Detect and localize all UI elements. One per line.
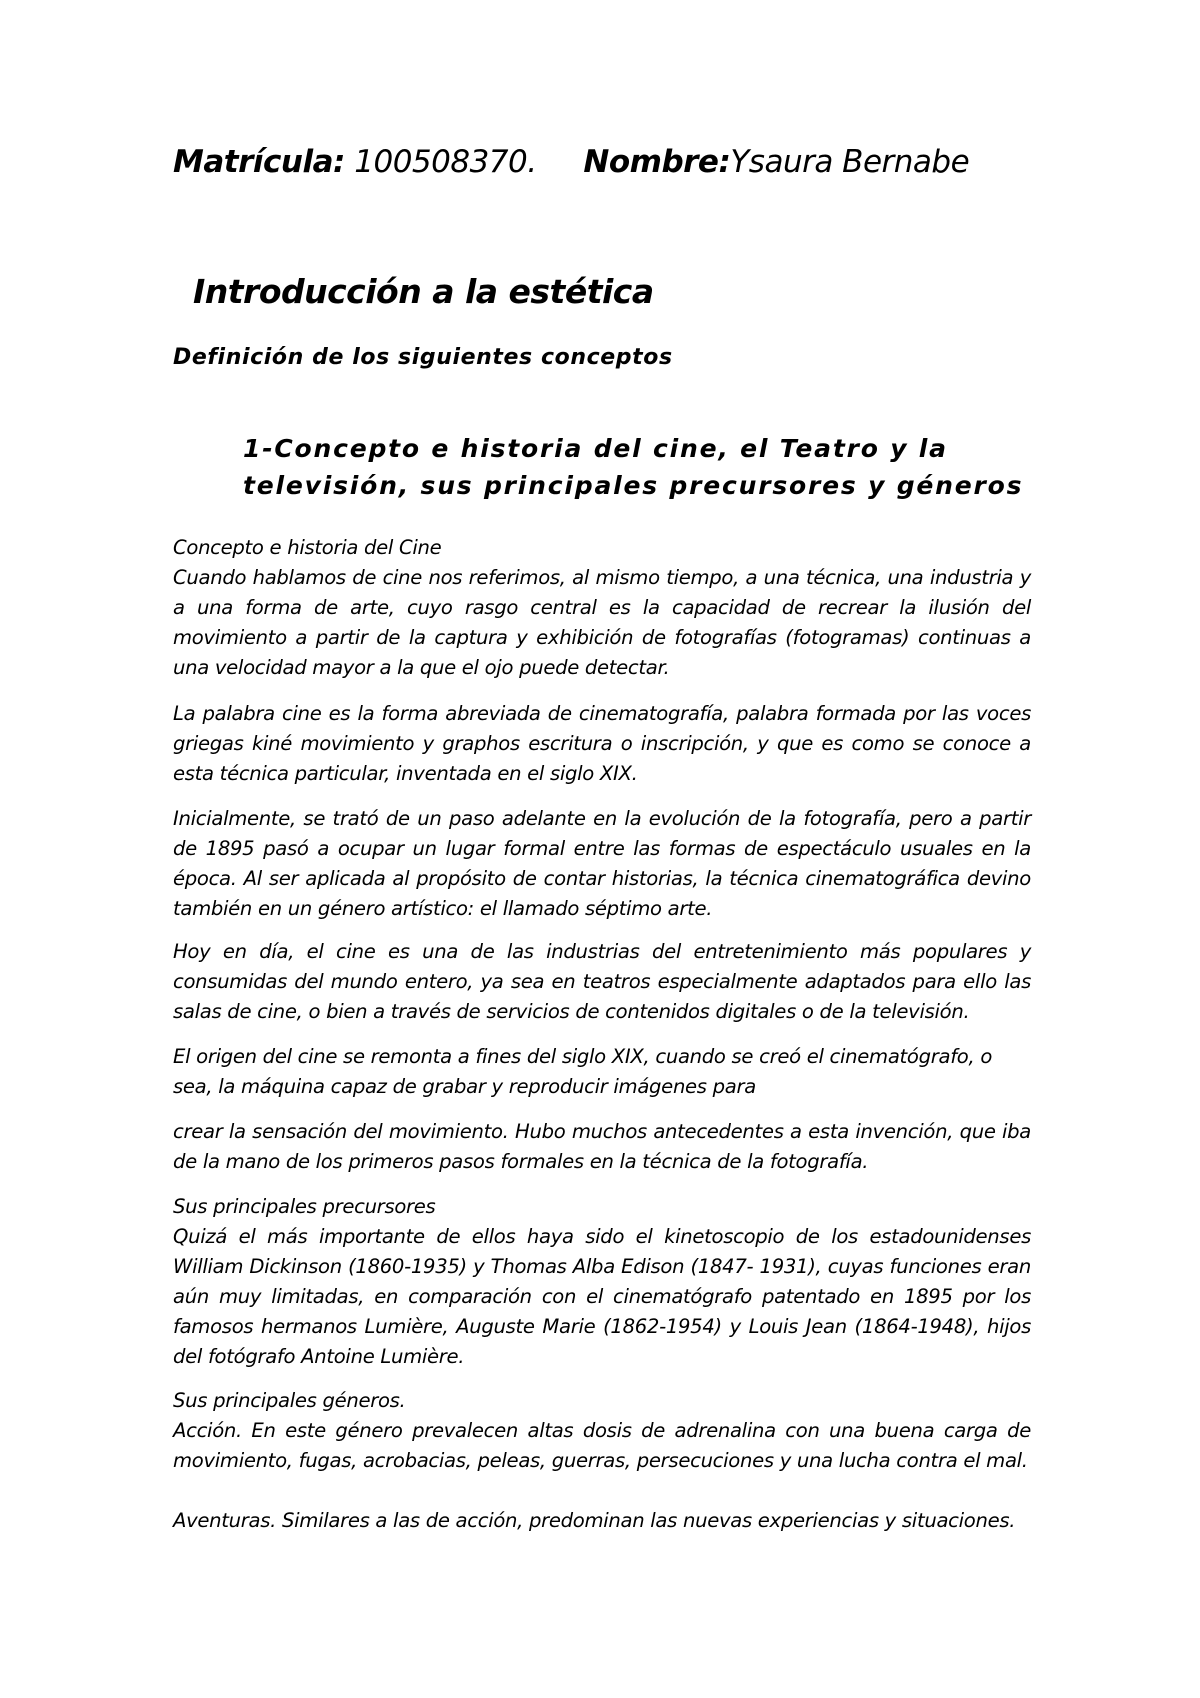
section-heading-line-2: televisión, sus principales precursores y géneros: [243, 471, 1024, 500]
nombre-label: Nombre:: [583, 144, 731, 180]
matricula-label: Matrícula:: [173, 144, 345, 180]
concepto-paragraph-1: Cuando hablamos de cine nos referimos, al mismo tiempo, a una técnica, una industria y a una forma de arte, cuyo rasgo central es la capacidad de recrear la ilusión del movimiento a partir de la captura y exhibición de fotografías (fotogramas) continuas a una velocidad mayor a la que el ojo puede detectar.: [173, 566, 1031, 679]
concepto-paragraph-6: crear la sensación del movimiento. Hubo muchos antecedentes a esta invención, que iba de la mano de los primeros pasos formales en la técnica de la fotografía.: [173, 1120, 1031, 1173]
generos-label: Sus principales géneros.: [173, 1389, 406, 1412]
genero-accion: Acción. En este género prevalecen altas dosis de adrenalina con una buena carga de movimiento, fugas, acrobacias, peleas, guerras, persecuciones y una lucha contra el mal.: [173, 1419, 1031, 1472]
document-subtitle: Definición de los siguientes conceptos: [173, 345, 673, 370]
genero-aventuras: Aventuras. Similares a las de acción, predominan las nuevas experiencias y situaciones.: [173, 1509, 1016, 1532]
precursores-paragraph: Quizá el más importante de ellos haya sido el kinetoscopio de los estadounidenses William Dickinson (1860-1935) y Thomas Alba Edison (1847- 1931), cuyas funciones eran aún muy limitadas, en comparación con el cinematógrafo patentado en 1895 por los famosos hermanos Lumière, Auguste Marie (1862-1954) y Louis Jean (1864-1948), hijos del fotógrafo Antoine Lumière.: [173, 1225, 1031, 1368]
concepto-paragraph-5-line-2: sea, la máquina capaz de grabar y reproducir imágenes para: [173, 1075, 756, 1098]
concepto-paragraph-2: La palabra cine es la forma abreviada de cinematografía, palabra formada por las voces griegas kiné movimiento y graphos escritura o inscripción, y que es como se conoce a esta técnica particular, inventada en el siglo XIX.: [173, 702, 1031, 785]
concepto-paragraph-5-line-1: El origen del cine se remonta a fines del siglo XIX, cuando se creó el cinematógrafo, o: [173, 1045, 993, 1068]
concepto-label: Concepto e historia del Cine: [173, 536, 442, 559]
section-heading-line-1: 1-Concepto e historia del cine, el Teatro y la: [243, 434, 948, 463]
matricula-value: 100508370.: [354, 144, 537, 180]
concepto-paragraph-3: Inicialmente, se trató de un paso adelante en la evolución de la fotografía, pero a partir de 1895 pasó a ocupar un lugar formal entre las formas de espectáculo usuales en la época. Al ser aplicada al propósito de contar historias, la técnica cinematográfica devino también en un género artístico: el llamado séptimo arte.: [173, 807, 1031, 920]
document-title: Introducción a la estética: [193, 272, 654, 311]
section-heading: [243, 430, 1073, 504]
nombre-value: Ysaura Bernabe: [730, 144, 970, 180]
precursores-label: Sus principales precursores: [173, 1195, 436, 1218]
concepto-paragraph-4: Hoy en día, el cine es una de las industrias del entretenimiento más populares y consumidas del mundo entero, ya sea en teatros especialmente adaptados para ello las salas de cine, o bien a través de servicios de contenidos digitales o de la televisión.: [173, 940, 1031, 1023]
student-header: [173, 144, 969, 180]
